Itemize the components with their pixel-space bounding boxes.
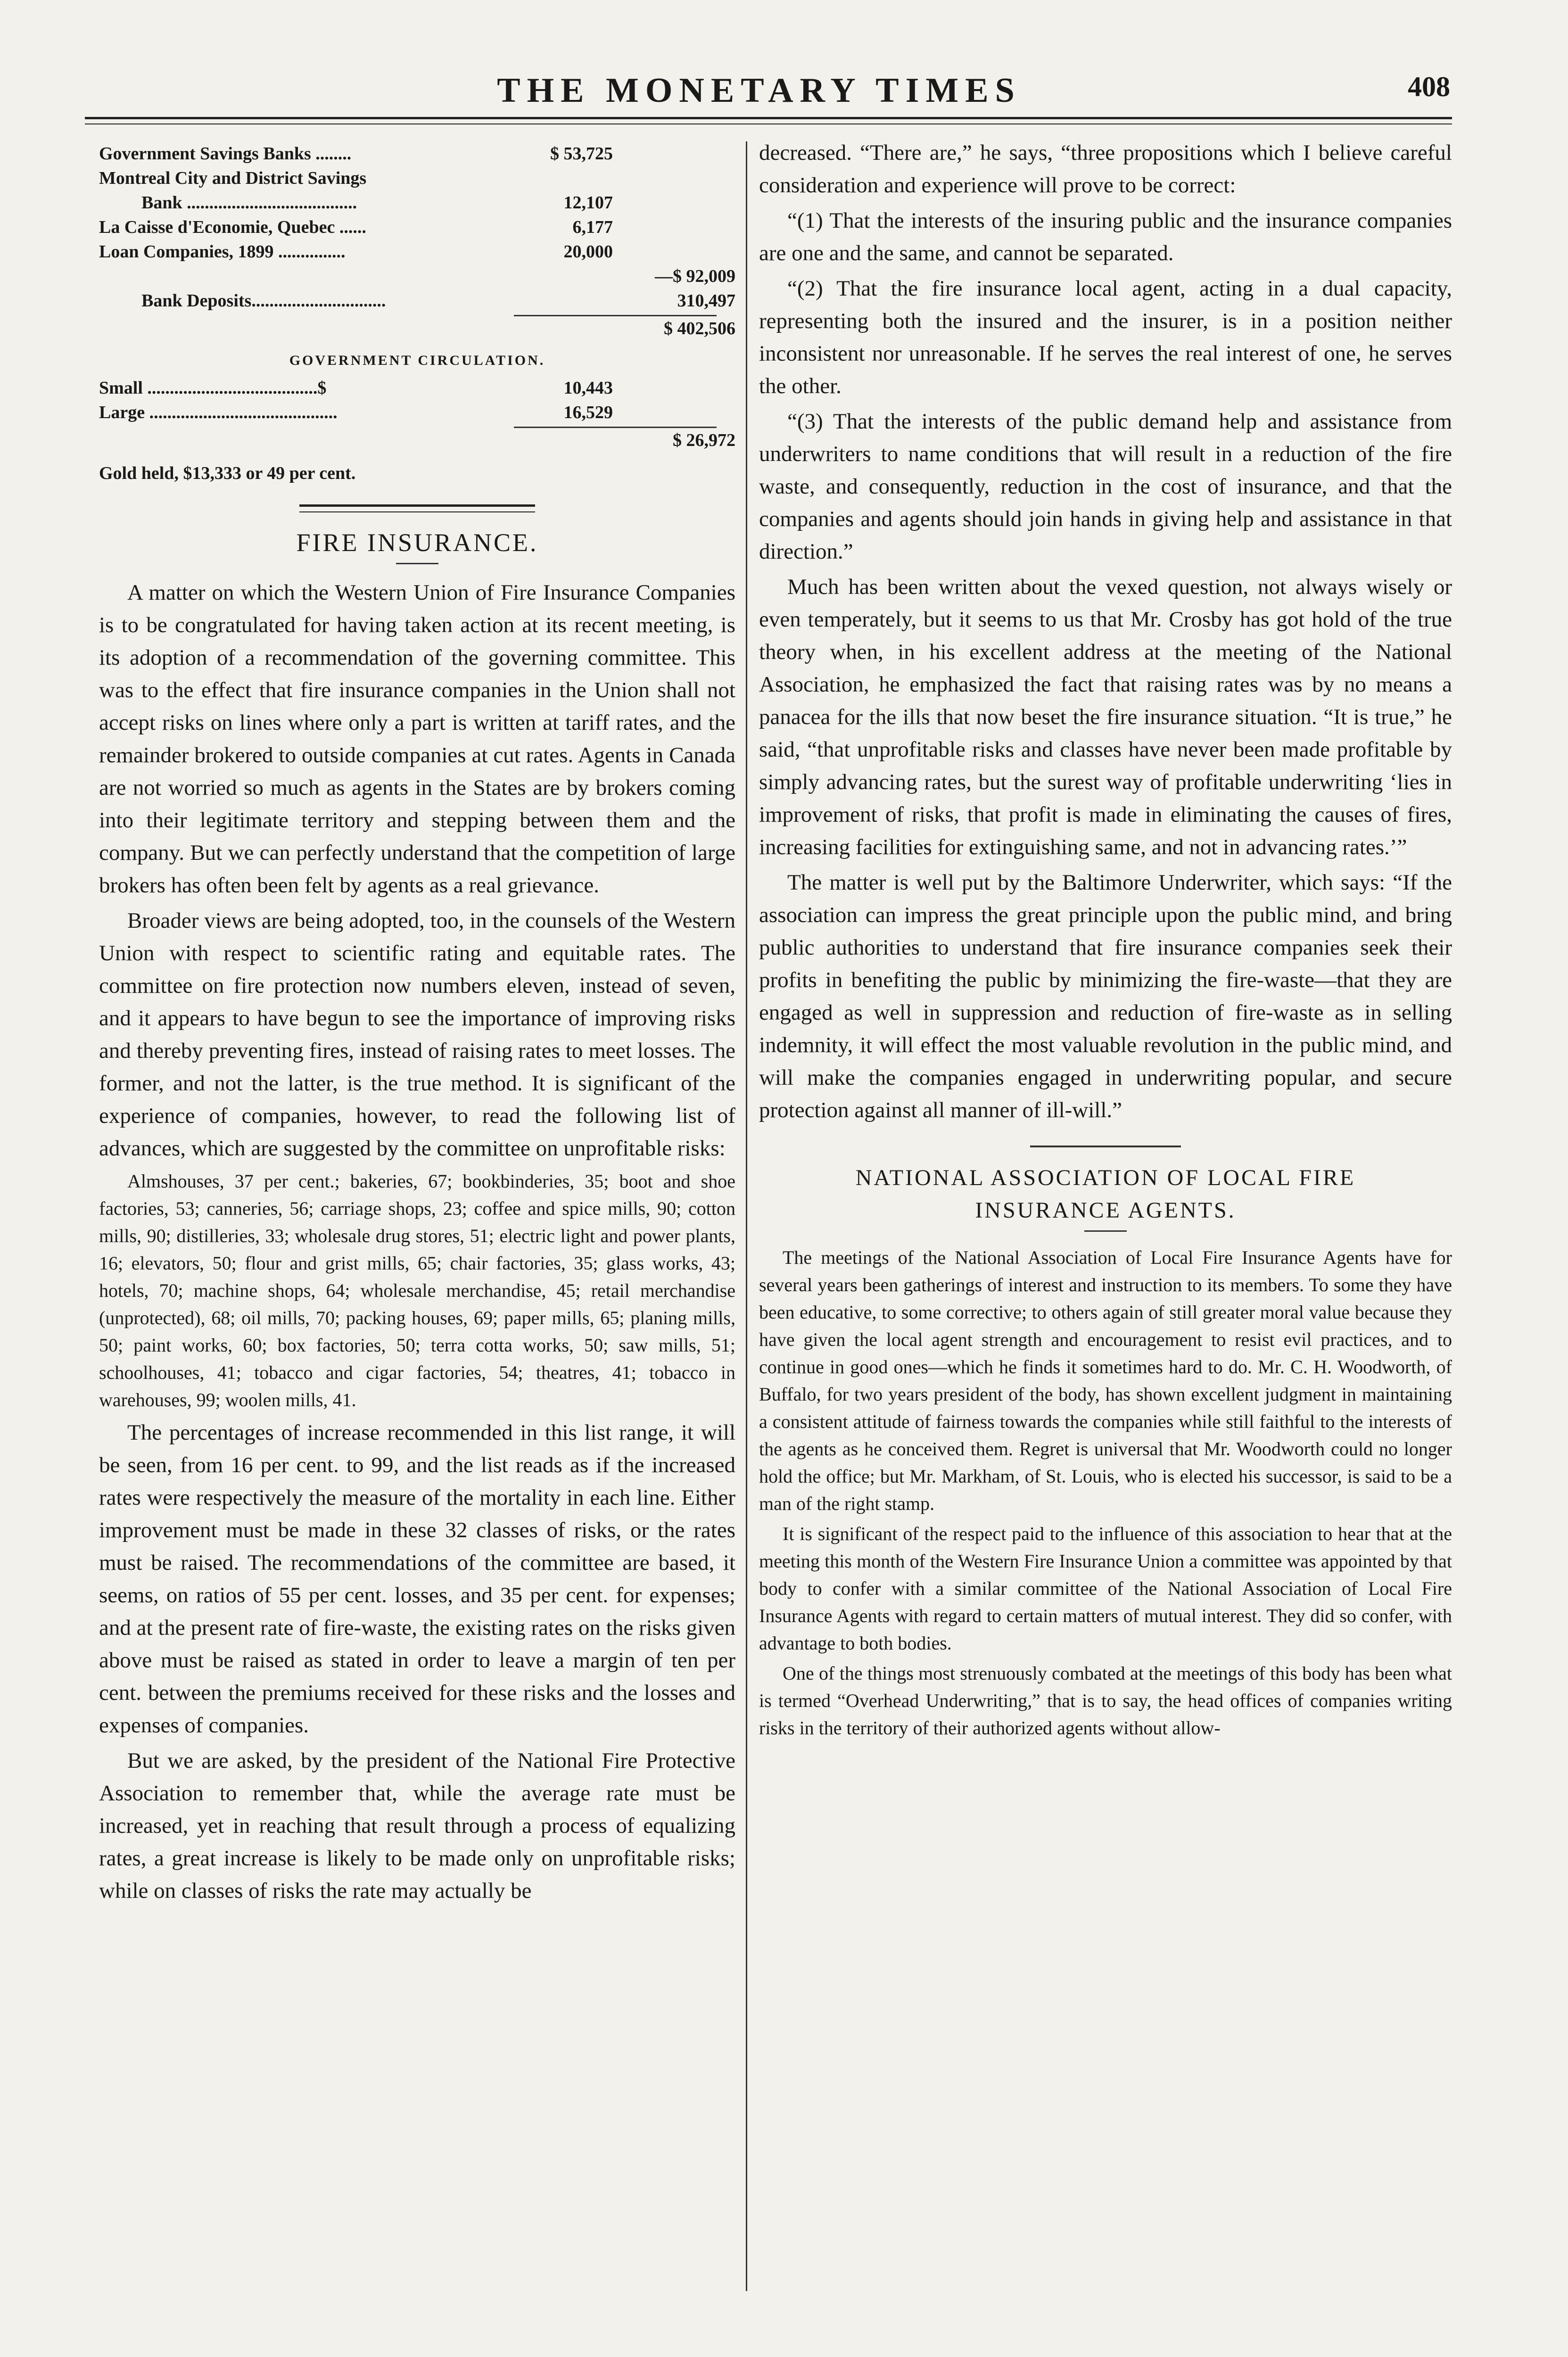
national-association-title: NATIONAL ASSOCIATION OF LOCAL FIRE <box>855 1165 1356 1190</box>
savings-statistics-table <box>99 141 735 486</box>
article-paragraph: Broader views are being adopted, too, in the counsels of the Western Union with respect to scientific rating and equitable rates. The committee on fire protection now numbers eleven, instead of seven, and it appears to have begun to see the importance of improving risks and thereby preventing fires, instead of raising rates to meet losses. The former, and not the latter, is the true method. It is significant of the experience of companies, however, to read the following list of advances, which are suggested by the committee on unprofitable risks: <box>99 908 735 1161</box>
article-paragraph: It is significant of the respect paid to the influence of this association to hear that at the meeting this month of the Western Fire Insurance Union a committee was appointed by that body to confer with a similar committee of the National Association of Local Fire Insurance Agents with regard to certain matters of mutual interest. They did so confer, with advantage to both bodies. <box>759 1523 1452 1654</box>
article-paragraph: decreased. “There are,” he says, “three propositions which I believe careful consideration and experience will prove to be correct: <box>759 140 1452 198</box>
stats-row: $ 26,972 <box>673 430 735 450</box>
risk-list: Almshouses, 37 per cent.; bakeries, 67; bookbinderies, 35; boot and shoe factories, 53; canneries, 56; carriage shops, 23; coffee and spice mills, 90; cotton mills, 90; distilleries, 33; wholesale drug stores, 51; electric light and power plants, 16; elevators, 50; flour and grist mills, 65; chair factories, 35; glass works, 43; hotels, 70; machine shops, 64; wholesale merchandise, 45; retail merchandise (unprotected), 68; oil mills, 70; packing houses, 69; paper mills, 65; planing mills, 50; paint works, 60; box factories, 50; terra cotta works, 50; saw mills, 51; schoolhouses, 41; tobacco and cigar factories, 54; theatres, 41; tobacco in warehouses, 99; woolen mills, 41. <box>99 1170 735 1410</box>
masthead-rule <box>85 117 1452 119</box>
stats-row: —$ 92,009 <box>655 266 735 286</box>
title-rule <box>396 563 438 564</box>
article-paragraph: A matter on which the Western Union of Fire Insurance Companies is to be congratulated for having taken action at its recent meeting, is its adoption of a recommendation of the governing committee. This was to the effect that fire insurance companies in the Union shall not accept risks on lines where only a part is written at tariff rates, and the remainder brokered to outside companies at cut rates. Agents in Canada are not worried so much as agents in the States are by brokers coming into their legitimate territory and stepping between them and the company. But we can perfectly understand that the competition of large brokers has often been felt by agents as a real grievance. <box>99 580 735 898</box>
title-rule <box>1084 1230 1127 1232</box>
right-column <box>759 137 1452 1745</box>
stats-row: La Caisse d'Economie, Quebec ...... 6,177 <box>99 217 613 237</box>
article-paragraph: But we are asked, by the president of the National Fire Protective Association to remember that, while the average rate must be increased, yet in reaching that result through a process of equalizing rates, a great increase is likely to be made only on unprofitable risks; while on classes of risks the rate may actually be <box>99 1748 735 1903</box>
national-association-article <box>759 1244 1452 1742</box>
article-paragraph: The percentages of increase recommended in this list range, it will be seen, from 16 per cent. to 99, and the list reads as if the increased rates were respectively the measure of the mortality in each line. Either improvement must be made in these 32 classes of risks, or the rates must be raised. The recommendations of the committee are based, it seems, on ratios of 55 per cent. losses, and 35 per cent. for expenses; and at the present rate of fire-waste, the existing rates on the risks given above must be raised as stated in order to leave a margin of ten per cent. between the premiums received for these risks and the losses and expenses of companies. <box>99 1420 735 1738</box>
national-association-title-line2: INSURANCE AGENTS. <box>975 1198 1236 1223</box>
left-column <box>99 141 735 1910</box>
stats-row: Montreal City and District Savings <box>99 168 367 188</box>
section-divider <box>299 504 535 512</box>
fire-insurance-title: FIRE INSURANCE. <box>296 528 538 557</box>
column-divider <box>746 141 747 2291</box>
proposition-1: “(1) That the interests of the insuring public and the insurance companies are one and the same, and cannot be separated. <box>759 208 1452 265</box>
page-number: 408 <box>1408 71 1450 102</box>
stats-row: Government Savings Banks ........ $ 53,725 <box>99 144 613 164</box>
masthead-title: THE MONETARY TIMES <box>497 71 1021 110</box>
gold-held-note: Gold held, $13,333 or 49 per cent. <box>99 463 356 483</box>
stats-row: $ 402,506 <box>664 319 735 338</box>
stats-row: Bank Deposits.............................. 310,497 <box>141 291 735 311</box>
article-paragraph: Much has been written about the vexed question, not always wisely or even temperately, but it seems to us that Mr. Crosby has got hold of the true theory when, in his excellent address at the meeting of the National Association, he emphasized the fact that raising rates was by no means a panacea for the ills that now beset the fire insurance situation. “It is true,” he said, “that unprofitable risks and classes have never been made profitable by simply advancing rates, but the surest way of profitable underwriting ‘lies in improvement of risks, that profit is made in eliminating the causes of fires, increasing facilities for extinguishing same, and not in advancing rates.’” <box>759 575 1452 859</box>
stats-row: Bank ...................................... 12,107 <box>141 193 613 213</box>
section-divider <box>1030 1146 1181 1147</box>
gov-circulation-heading: GOVERNMENT CIRCULATION. <box>289 353 545 368</box>
proposition-2: “(2) That the fire insurance local agent, acting in a dual capacity, representing both the insured and the insurer, is in a position neither inconsistent nor unreasonable. If he serves the real interest of one, he serves the other. <box>759 276 1452 398</box>
stats-row: Loan Companies, 1899 ............... 20,000 <box>99 242 613 262</box>
stats-row: Large .......................................... 16,529 <box>99 403 613 422</box>
stats-row: Small ......................................$ 10,443 <box>99 378 613 398</box>
proposition-3: “(3) That the interests of the public demand help and assistance from underwriters to name conditions that will result in a reduction of the fire waste, and consequently, reduction in the cost of insurance, and that the companies and agents should join hands in giving help and assistance in that direction.” <box>759 409 1452 564</box>
article-paragraph: The meetings of the National Association of Local Fire Insurance Agents have for several years been gatherings of interest and instruction to its members. To some they have been educative, to some corrective; to others again of still greater moral value because they have given the local agent strength and encouragement to resist evil practices, and to continue in good ones—which he finds it sometimes hard to do. Mr. C. H. Woodworth, of Buffalo, for two years president of the body, has shown excellent judgment in maintaining a consistent attitude of fairness towards the companies while still faithful to the interests of the agents as he conceived them. Regret is universal that Mr. Woodworth could no longer hold the office; but Mr. Markham, of St. Louis, who is elected his successor, is said to be a man of the right stamp. <box>759 1247 1452 1514</box>
article-paragraph: The matter is well put by the Baltimore Underwriter, which says: “If the association can impress the great principle upon the public mind, and bring public authorities to understand that fire insurance companies seek their profits in benefiting the public by minimizing the fire-waste—that they are engaged as well in suppression and reduction of fire-waste as in selling indemnity, it will effect the most valuable revolution in the public mind, and will make the companies engaged in underwriting popular, and secure protection against all manner of ill-will.” <box>759 870 1452 1122</box>
article-paragraph: One of the things most strenuously combated at the meetings of this body has been what is termed “Overhead Underwriting,” that is to say, the head offices of companies writing risks in the territory of their authorized agents without allow- <box>759 1663 1452 1739</box>
